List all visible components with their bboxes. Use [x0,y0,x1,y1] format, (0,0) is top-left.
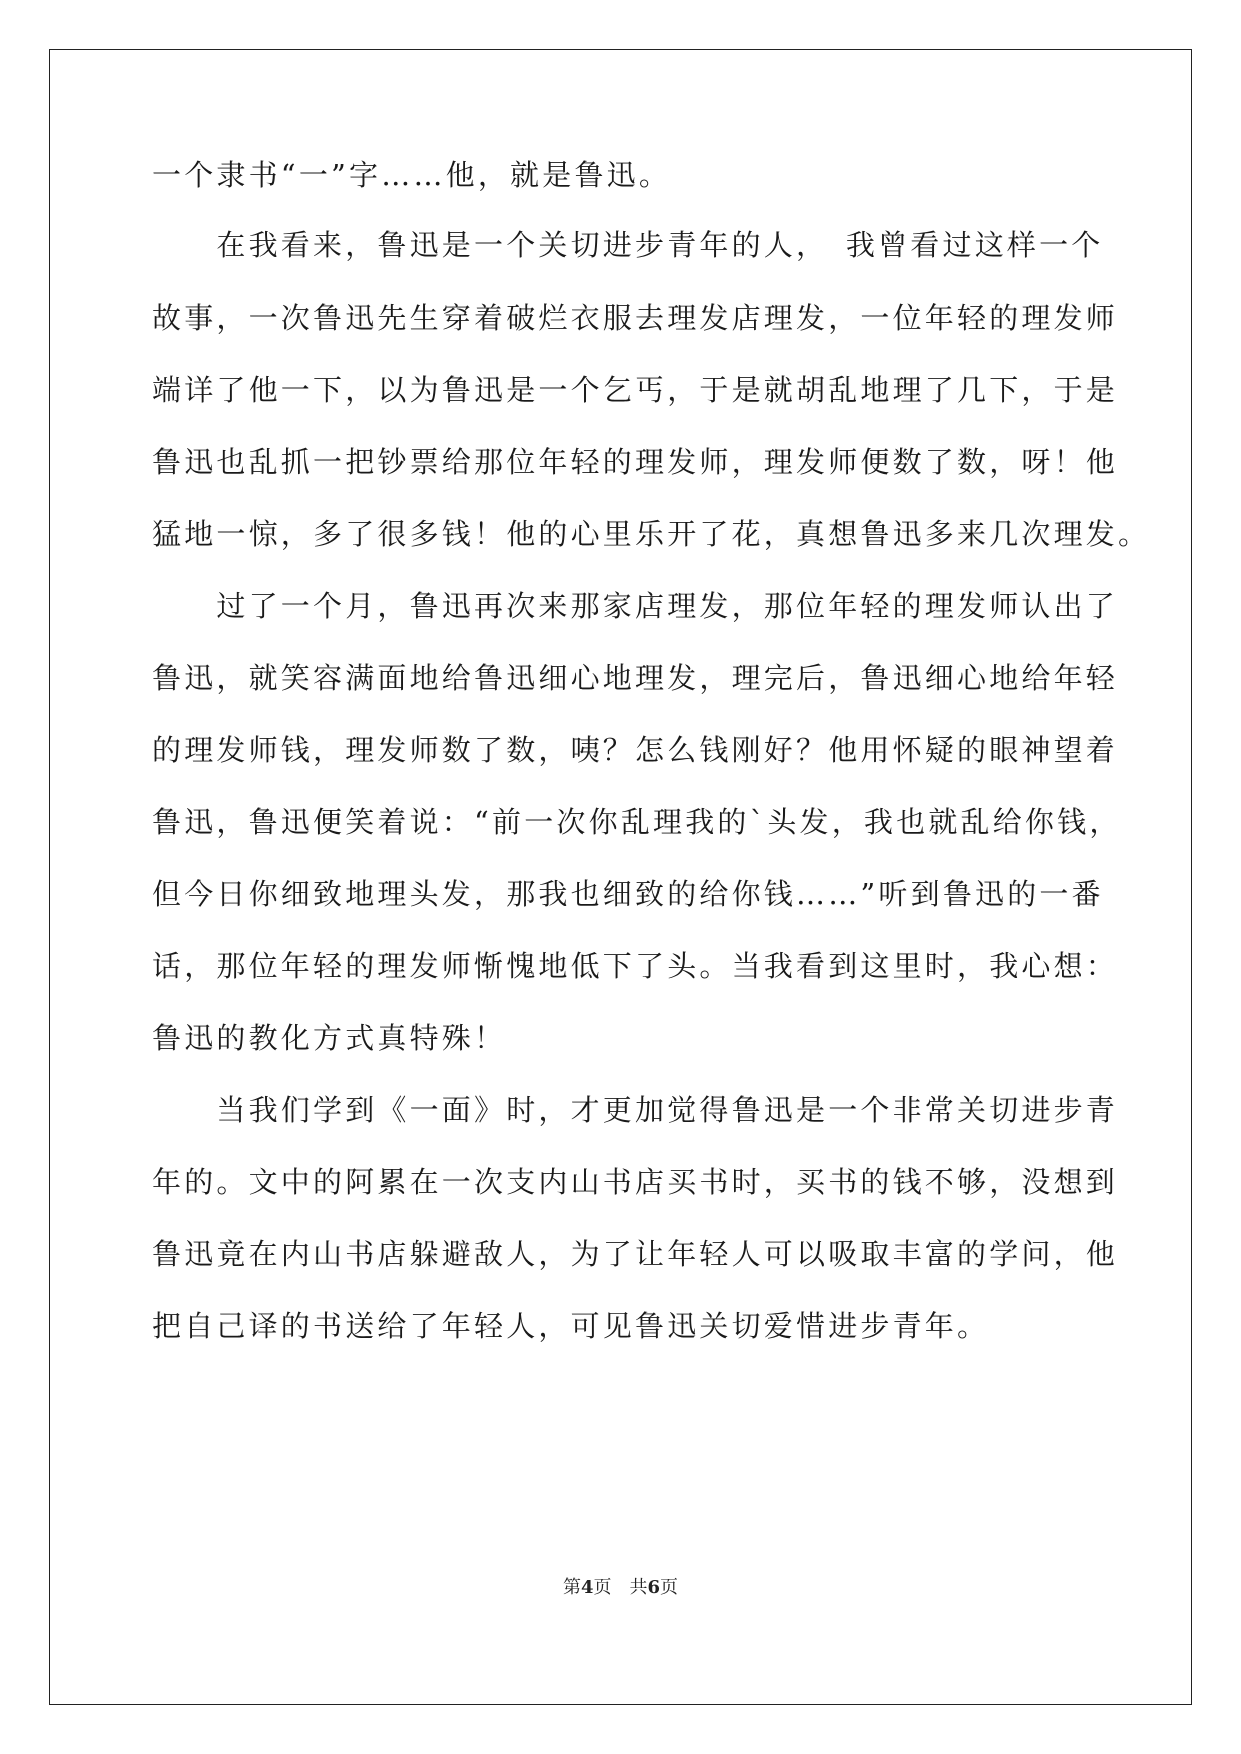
text-line: 一个隶书“一”字……他，就是鲁迅。 [152,158,672,192]
text-line: 的理发师钱，理发师数了数，咦？怎么钱刚好？他用怀疑的眼神望着 [152,733,1119,767]
page-footer [0,1576,1241,1600]
total-label-suffix: 页 [660,1577,679,1598]
text-line: 过了一个月，鲁迅再次来那家店理发，那位年轻的理发师认出了 [152,589,1119,623]
text-line: 端详了他一下，以为鲁迅是一个乞丐，于是就胡乱地理了几下，于是 [152,373,1119,407]
text-line: 鲁迅的教化方式真特殊！ [152,1021,507,1055]
page-label-prefix: 第 [562,1577,581,1598]
text-line: 鲁迅也乱抓一把钞票给那位年轻的理发师，理发师便数了数，呀！他 [152,445,1119,479]
text-line: 鲁迅竟在内山书店躲避敌人，为了让年轻人可以吸取丰富的学问，他 [152,1237,1119,1271]
text-line: 话，那位年轻的理发师惭愧地低下了头。当我看到这里时，我心想： [152,949,1119,983]
text-line: 鲁迅，鲁迅便笑着说：“前一次你乱理我的`头发，我也就乱给你钱， [152,805,1122,839]
current-page-number: 4 [580,1577,594,1598]
text-line: 但今日你细致地理头发，那我也细致的给你钱……”听到鲁迅的一番 [152,877,1104,911]
text-line: 当我们学到《一面》时，才更加觉得鲁迅是一个非常关切进步青 [152,1093,1119,1127]
text-line: 猛地一惊，多了很多钱！他的心里乐开了花，真想鲁迅多来几次理发。 [152,517,1151,551]
total-pages-number: 6 [647,1577,661,1598]
text-line: 在我看来，鲁迅是一个关切进步青年的人， 我曾看过这样一个 [152,228,1104,262]
total-label-prefix: 共 [629,1577,648,1598]
text-line: 鲁迅，就笑容满面地给鲁迅细心地理发，理完后，鲁迅细心地给年轻 [152,661,1119,695]
text-line: 年的。文中的阿累在一次支内山书店买书时，买书的钱不够，没想到 [152,1165,1119,1199]
text-line: 故事，一次鲁迅先生穿着破烂衣服去理发店理发，一位年轻的理发师 [152,301,1119,335]
text-line: 把自己译的书送给了年轻人，可见鲁迅关切爱惜进步青年。 [152,1309,990,1343]
page-label-suffix: 页 [593,1577,612,1598]
